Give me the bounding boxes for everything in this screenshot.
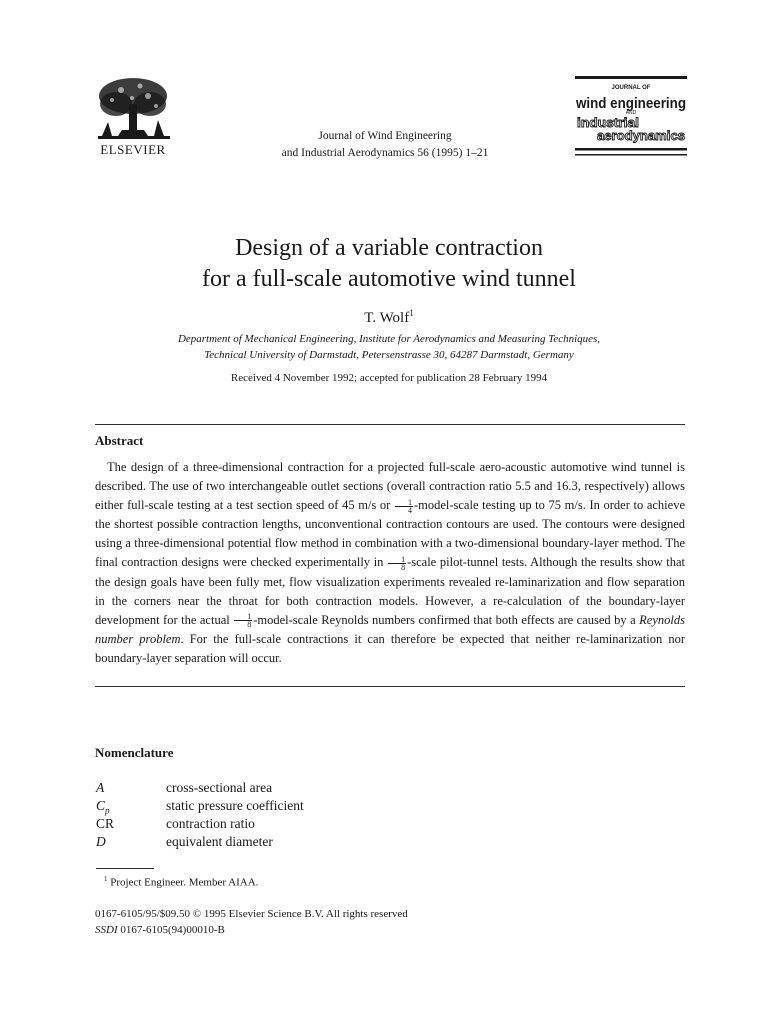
fraction-numerator: 1 [395,499,413,507]
fraction-one-quarter [395,499,413,514]
fraction-numerator: 1 [234,613,252,621]
fraction-denominator: 4 [407,505,412,515]
abstract-top-rule [95,424,685,425]
received-dates: Received 4 November 1992; accepted for publication 28 February 1994 [230,372,548,384]
publisher-name: ELSEVIER [100,142,166,157]
journal-reference [230,128,540,162]
abstract-segment: The design of a three-dimensional contraction for a projected full-scale aero-acoustic automotive wind tunnel is described. The use of two interchangeable outlet sections (overall contraction ratio 5.5 and 16.3, respectively) allows either full-scale testing at a test section speed of 45 m/s or [95,460,685,513]
footnote-rule [96,868,154,869]
abstract-bottom-rule [95,686,685,687]
footnote-text: Project Engineer. Member AIAA. [110,876,259,889]
fraction-denominator: 8 [247,620,252,630]
article-title [100,233,678,295]
affiliation-line-1: Department of Mechanical Engineering, Institute for Aerodynamics and Measuring Techniques, [177,333,601,345]
fraction-one-eighth [234,613,252,628]
abstract-heading: Abstract [95,433,144,448]
nomenclature-symbol: D [96,834,106,849]
footnote-mark: 1 [104,875,108,883]
abstract-text [95,458,685,668]
abstract-segment: . For the full-scale contractions it can therefore be expected that neither re-laminarization nor boundary-layer separation will occur. [95,631,686,665]
nomenclature-definition: equivalent diameter [166,834,273,849]
journal-masthead-logo [575,76,687,160]
nomenclature-symbol: A [96,780,105,795]
nomenclature-symbol: CR [96,816,115,831]
nomenclature-heading: Nomenclature [95,745,174,760]
author-footnote-mark: 1 [409,308,414,318]
affiliation-line-2: Technical University of Darmstadt, Petersenstrasse 30, 64287 Darmstadt, Germany [204,349,574,361]
nomenclature-symbol [96,798,146,816]
fraction-denominator: 8 [401,563,406,573]
ssdi-line [95,924,225,936]
logo-industrial: industrial [577,115,639,130]
symbol-subscript: p [105,805,110,816]
logo-journal-of: JOURNAL OF [611,85,651,91]
copyright-line: 0167-6105/95/$09.50 © 1995 Elsevier Science B.V. All rights reserved [95,908,408,920]
symbol-base: C [96,798,106,813]
abstract-segment: -scale pilot-tunnel tests. Although the results show that the design goals have been fully met, flow visualization experiments revealed re-laminarization and flow separation in the corners near the throat for both contraction models. However, a re-calculation of the boundary-layer development for the actual [95,555,685,627]
logo-aerodynamics: aerodynamics [597,128,685,143]
nomenclature-definition: cross-sectional area [166,780,273,795]
abstract-segment: -model-scale Reynolds numbers confirmed that both effects are caused by a [253,612,640,627]
journal-volume-line: and Industrial Aerodynamics 56 (1995) 1–21 [281,147,489,159]
journal-name-line: Journal of Wind Engineering [318,130,452,142]
logo-wind-engineering: wind engineering [575,95,686,112]
title-line-1: Design of a variable contraction [235,235,543,261]
author-footnote [104,875,258,889]
fraction-numerator: 1 [388,556,406,564]
abstract-segment: -model-scale testing up to 75 m/s. In order to achieve the shortest possible contraction lengths, unconventional contraction contours are used. The contours were designed using a three-dimensional potential flow method in combination with a two-dimensional boundary-layer method. The final contraction designs were checked experimentally in [95,498,686,570]
author-affiliation [90,331,688,363]
title-line-2: for a full-scale automotive wind tunnel [202,266,576,292]
author-line [100,308,678,327]
abstract-emphasis: Reynolds number problem [95,612,685,646]
nomenclature-definition: static pressure coefficient [166,798,304,813]
fraction-one-eighth [388,556,406,571]
logo-and: AND [625,110,637,116]
ssdi-label: SSDI [95,924,118,936]
elsevier-tree-logo [88,74,178,144]
nomenclature-definition: contraction ratio [166,816,255,831]
author-name: T. Wolf [364,310,410,326]
ssdi-value: 0167-6105(94)00010-B [117,924,225,936]
